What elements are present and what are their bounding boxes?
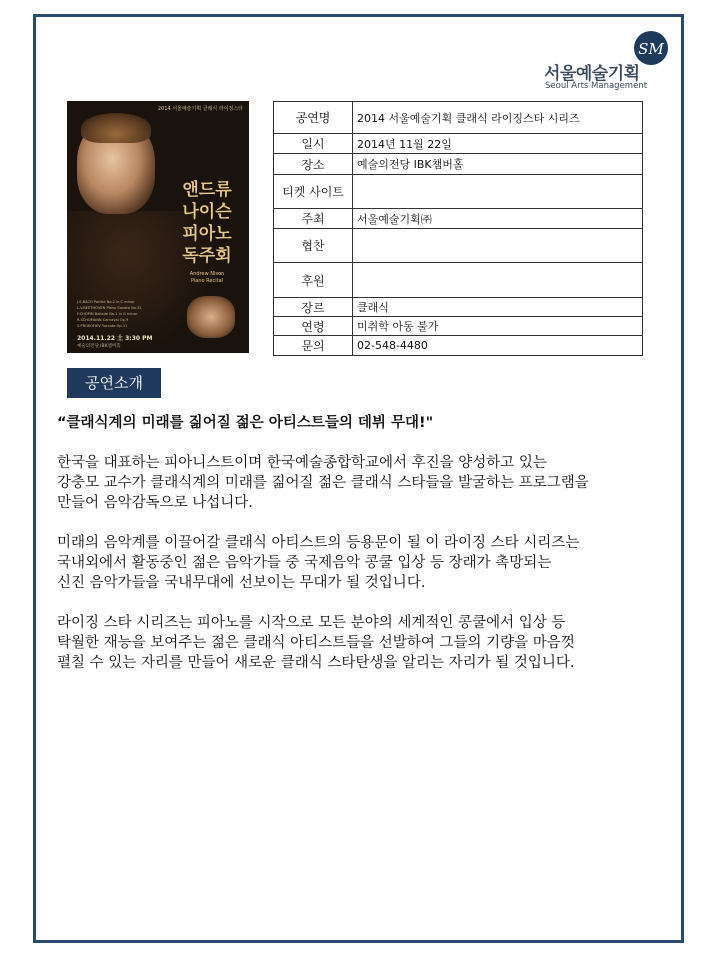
row-value: 클래식 [353,298,643,317]
row-label: 장르 [274,298,353,317]
intro-line: 탁월한 재능을 보여주는 젊은 클래식 아티스트들을 선발하여 그들의 기량을 마음껏 [57,635,575,651]
poster-program [77,299,169,329]
row-value: 2014년 11월 22일 [353,134,643,154]
row-value [353,229,643,263]
row-value [353,175,643,209]
poster-portrait-hand [187,296,235,338]
poster-program-line: S.PROKOFIEV Toccata Op.11 [77,324,128,328]
row-label: 후원 [274,263,353,298]
intro-line: 펼칠 수 있는 자리를 만들어 새로운 클래식 스타탄생을 알리는 자리가 될 것입니다. [57,655,575,671]
intro-headline: “클래식계의 미래를 짊어질 젊은 아티스트들의 데뷔 무대!" [57,415,434,431]
table-row [274,263,643,298]
row-value: 서울예술기획㈜ [353,209,643,229]
poster-portrait-hair [81,113,151,143]
concert-poster [67,101,249,353]
intro-line: 강충모 교수가 클래식계의 미래를 짊어질 젊은 클래식 스타들을 발굴하는 프로그램을 [57,475,589,491]
poster-venue: 예술의전당 IBK챔버홀 [77,344,121,349]
intro-line: 미래의 음악계를 이끌어갈 클래식 아티스트의 등용문이 될 이 라이징 스타 시리즈는 [57,535,580,551]
logo-english-name: Seoul Arts Management [545,81,648,91]
row-value: 02-548-4480 [353,336,643,356]
intro-paragraph [57,533,667,593]
row-label: 일시 [274,134,353,154]
row-label: 장소 [274,154,353,175]
poster-program-line: F.CHOPIN Ballade No.1 in G minor [77,312,138,316]
intro-line: 한국을 대표하는 피아니스트이며 한국예술종합학교에서 후진을 양성하고 있는 [57,455,547,471]
intro-paragraph [57,453,667,513]
poster-program-line: R.SCHUMANN Carnaval Op.9 [77,318,129,322]
intro-line: 국내외에서 활동중인 젊은 음악가들 중 국제음악 콩쿨 입상 등 장래가 촉망되는 [57,555,552,571]
table-row [274,229,643,263]
poster-subtitle-line: Piano Recital [190,278,224,284]
poster-title-line: 나이슨 [182,202,232,222]
intro-line: 신진 음악가들을 국내무대에 선보이는 무대가 될 것입니다. [57,575,426,591]
table-row [274,209,643,229]
intro-paragraph [57,613,667,673]
table-row [274,102,643,134]
row-value: 예술의전당 IBK챔버홀 [353,154,643,175]
performance-info-table [273,101,643,356]
poster-subtitle-line: Andrew Nison [189,271,225,277]
row-value: 미취학 아동 불가 [353,317,643,336]
row-value: 2014 서울예술기획 클래식 라이징스타 시리즈 [353,102,643,134]
poster-title [167,179,247,267]
table-row [274,154,643,175]
poster-title-line: 독주회 [182,246,232,266]
svg-text:SM: SM [638,40,664,58]
table-row [274,175,643,209]
performance-introduction [57,413,667,693]
logo-korean-name: 서울예술기획 [544,64,640,84]
company-logo [540,30,672,92]
row-label: 문의 [274,336,353,356]
poster-header: 2014 서울예술기획 클래식 라이징스타 [157,106,243,112]
row-value [353,263,643,298]
poster-title-line: 앤드류 [182,180,232,200]
table-row [274,336,643,356]
poster-title-line: 피아노 [182,224,232,244]
row-label: 연령 [274,317,353,336]
table-row [274,134,643,154]
row-label: 주최 [274,209,353,229]
poster-date: 2014.11.22 土 3:30 PM [77,335,153,342]
section-title-badge: 공연소개 [67,368,161,398]
table-row [274,298,643,317]
row-label: 티켓 사이트 [274,175,353,209]
row-label: 공연명 [274,102,353,134]
intro-line: 라이징 스타 시리즈는 피아노를 시작으로 모든 분야의 세계적인 콩쿨에서 입상 등 [57,615,566,631]
table-row [274,317,643,336]
poster-program-line: J.S.BACH Partita No.2 in C minor [77,300,135,304]
row-label: 협찬 [274,229,353,263]
intro-line: 만들어 음악감독으로 나섭니다. [57,495,253,511]
poster-program-line: L.V.BEETHOVEN Piano Sonata No.31 [77,306,142,310]
poster-subtitle [171,271,243,285]
